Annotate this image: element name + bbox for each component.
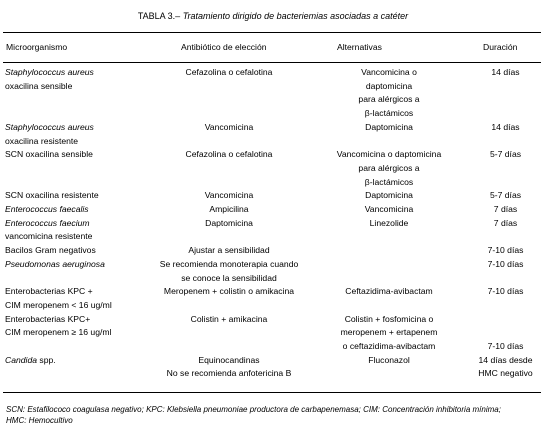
table-row <box>3 189 543 203</box>
microorganism-cell <box>3 148 148 189</box>
antibiotic-cell <box>148 285 310 312</box>
microorganism-line <box>5 217 148 231</box>
bottom-rule <box>3 392 541 393</box>
microorganism-line <box>5 121 148 135</box>
table-row <box>3 313 543 354</box>
alternatives-line: meropenem + ertapenem <box>340 327 438 338</box>
microorganism-text: Enterococcus faecium <box>5 217 90 228</box>
microorganism-cell <box>3 66 148 121</box>
antibiotic-line: Daptomicina <box>205 217 253 228</box>
alternatives-line: β-lactámicos <box>364 176 414 187</box>
header-rule <box>3 62 541 63</box>
alternatives-cell <box>310 217 468 244</box>
table-caption <box>0 11 546 21</box>
antibiotic-line: Cefazolina o cefalotina <box>185 149 273 160</box>
microorganism-line <box>5 189 148 203</box>
alternatives-line: para alérgicos a <box>358 162 420 173</box>
antibiotic-cell <box>148 189 310 203</box>
table-row <box>3 148 543 189</box>
microorganism-suffix: spp. <box>37 354 56 365</box>
antibiotic-line: Ajustar a sensibilidad <box>188 245 270 256</box>
microorganism-line <box>5 354 148 368</box>
antibiotic-cell <box>148 354 310 381</box>
antibiotic-cell <box>148 121 310 148</box>
microorganism-line <box>5 148 148 162</box>
alternatives-cell <box>310 121 468 148</box>
treatment-table <box>3 66 543 381</box>
microorganism-text: SCN oxacilina resistente <box>5 190 99 201</box>
duration-cell <box>468 121 543 148</box>
table-row <box>3 121 543 148</box>
microorganism-line <box>5 244 148 258</box>
microorganism-text: Staphylococcus aureus <box>5 67 94 77</box>
antibiotic-line: Cefazolina o cefalotina <box>185 67 273 77</box>
microorganism-text: CIM meropenem ≥ 16 ug/ml <box>5 327 112 338</box>
microorganism-text: Candida <box>5 354 38 365</box>
alternatives-line: daptomicina <box>365 80 413 91</box>
microorganism-cell <box>3 313 148 354</box>
antibiotic-line: No se recomienda anfotericina B <box>166 368 292 379</box>
microorganism-line <box>5 299 148 313</box>
antibiotic-line: Ampicilina <box>209 204 249 215</box>
alternatives-line: Fluconazol <box>368 354 410 365</box>
microorganism-text: Enterobacterias KPC + <box>5 286 93 297</box>
footnote-line: SCN: Estafilococo coagulasa negativo; KPC: Klebsiella pneumoniae productora de carbapenemasa; CIM: Concentración inhibitoria mínima; <box>6 405 501 414</box>
alternatives-line: Daptomicina <box>365 190 413 201</box>
alternatives-cell <box>310 244 468 258</box>
header-antibiotico: Antibiótico de elección <box>181 42 267 52</box>
alternatives-line: para alérgicos a <box>358 94 420 105</box>
microorganism-cell <box>3 121 148 148</box>
duration-cell <box>468 203 543 217</box>
alternatives-line: Linezolide <box>369 217 409 228</box>
duration-line: 5-7 días <box>489 149 522 160</box>
table-row <box>3 258 543 285</box>
alternatives-line: β-lactámicos <box>364 108 414 119</box>
microorganism-line <box>5 135 148 149</box>
table-row <box>3 217 543 244</box>
table-header <box>0 41 546 53</box>
alternatives-line: o ceftazidima-avibactam <box>342 341 436 352</box>
alternatives-cell <box>310 258 468 285</box>
header-alternativas: Alternativas <box>337 42 382 52</box>
antibiotic-cell <box>148 258 310 285</box>
duration-cell <box>468 217 543 244</box>
caption-label: TABLA 3.– <box>137 11 181 21</box>
microorganism-line <box>5 203 148 217</box>
top-rule <box>3 32 541 33</box>
duration-line: 7-10 días <box>487 286 524 297</box>
antibiotic-cell <box>148 203 310 217</box>
header-microorganismo: Microorganismo <box>6 42 68 52</box>
alternatives-line: Vancomicina o <box>361 67 417 77</box>
microorganism-text: Pseudomonas aeruginosa <box>5 258 105 269</box>
microorganism-text: Staphylococcus aureus <box>5 121 94 132</box>
microorganism-line <box>5 285 148 299</box>
duration-line <box>468 326 543 340</box>
duration-cell <box>468 189 543 203</box>
header-duracion: Duración <box>483 42 518 52</box>
microorganism-text: oxacilina resistente <box>5 135 79 146</box>
microorganism-text: oxacilina sensible <box>5 80 73 91</box>
table-row <box>3 285 543 312</box>
alternatives-line: Vancomicina o daptomicina <box>336 149 442 160</box>
microorganism-text: Enterobacterias KPC+ <box>5 313 91 324</box>
duration-line: 5-7 días <box>489 190 522 201</box>
duration-line: 7-10 días <box>487 245 524 256</box>
duration-line: 7-10 días <box>487 341 524 352</box>
footnote-line: HMC: Hemocultivo <box>6 416 73 425</box>
table-body <box>3 66 543 381</box>
microorganism-cell <box>3 354 148 381</box>
microorganism-text: Bacilos Gram negativos <box>5 245 96 256</box>
antibiotic-line: Meropenem + colistin o amikacina <box>163 286 295 297</box>
caption-title: Tratamiento dirigido de bacteriemias asociadas a catéter <box>182 11 409 21</box>
duration-cell <box>468 244 543 258</box>
duration-line: 14 días <box>491 67 520 77</box>
alternatives-cell <box>310 285 468 312</box>
alternatives-line: Ceftazidima-avibactam <box>345 286 433 297</box>
alternatives-line: Daptomicina <box>365 121 413 132</box>
table-row <box>3 203 543 217</box>
alternatives-cell <box>310 189 468 203</box>
microorganism-text: vancomicina resistente <box>5 231 93 242</box>
antibiotic-cell <box>148 217 310 244</box>
duration-line: 14 días desde <box>478 354 533 365</box>
duration-cell <box>468 66 543 121</box>
duration-line: HMC negativo <box>478 368 533 379</box>
alternatives-cell <box>310 148 468 189</box>
footnote <box>6 404 541 426</box>
duration-line: 14 días <box>491 121 520 132</box>
microorganism-line <box>5 230 148 244</box>
microorganism-line <box>5 66 148 80</box>
microorganism-text: SCN oxacilina sensible <box>5 149 93 160</box>
duration-cell <box>468 258 543 285</box>
microorganism-cell <box>3 189 148 203</box>
table-row <box>3 354 543 381</box>
microorganism-line <box>5 313 148 327</box>
duration-line: 7 días <box>493 217 518 228</box>
microorganism-line <box>5 80 148 94</box>
duration-line: 7 días <box>493 204 518 215</box>
alternatives-cell <box>310 66 468 121</box>
table-row <box>3 244 543 258</box>
antibiotic-line: Colistin + amikacina <box>190 313 268 324</box>
duration-line <box>468 313 543 327</box>
antibiotic-line: Vancomicina <box>204 121 254 132</box>
antibiotic-cell <box>148 66 310 121</box>
duration-cell <box>468 285 543 312</box>
microorganism-text: Enterococcus faecalis <box>5 204 89 215</box>
antibiotic-cell <box>148 244 310 258</box>
antibiotic-line: Vancomicina <box>204 190 254 201</box>
duration-cell <box>468 148 543 189</box>
duration-line: 7-10 días <box>487 258 524 269</box>
microorganism-text: CIM meropenem < 16 ug/ml <box>5 299 112 310</box>
antibiotic-cell <box>148 148 310 189</box>
alternatives-cell <box>310 313 468 354</box>
alternatives-cell <box>310 203 468 217</box>
microorganism-cell <box>3 244 148 258</box>
alternatives-cell <box>310 354 468 381</box>
alternatives-line: Colistin + fosfomicina o <box>344 313 434 324</box>
microorganism-line <box>5 258 148 272</box>
microorganism-cell <box>3 203 148 217</box>
antibiotic-cell <box>148 313 310 354</box>
alternatives-line: Vancomicina <box>364 204 414 215</box>
duration-cell <box>468 354 543 381</box>
table-row <box>3 66 543 121</box>
antibiotic-line: Equinocandinas <box>198 354 260 365</box>
antibiotic-line: Se recomienda monoterapia cuando <box>159 258 299 269</box>
microorganism-cell <box>3 258 148 285</box>
antibiotic-line: se conoce la sensibilidad <box>181 272 277 283</box>
microorganism-cell <box>3 285 148 312</box>
microorganism-cell <box>3 217 148 244</box>
duration-cell <box>468 313 543 354</box>
microorganism-line <box>5 326 148 340</box>
